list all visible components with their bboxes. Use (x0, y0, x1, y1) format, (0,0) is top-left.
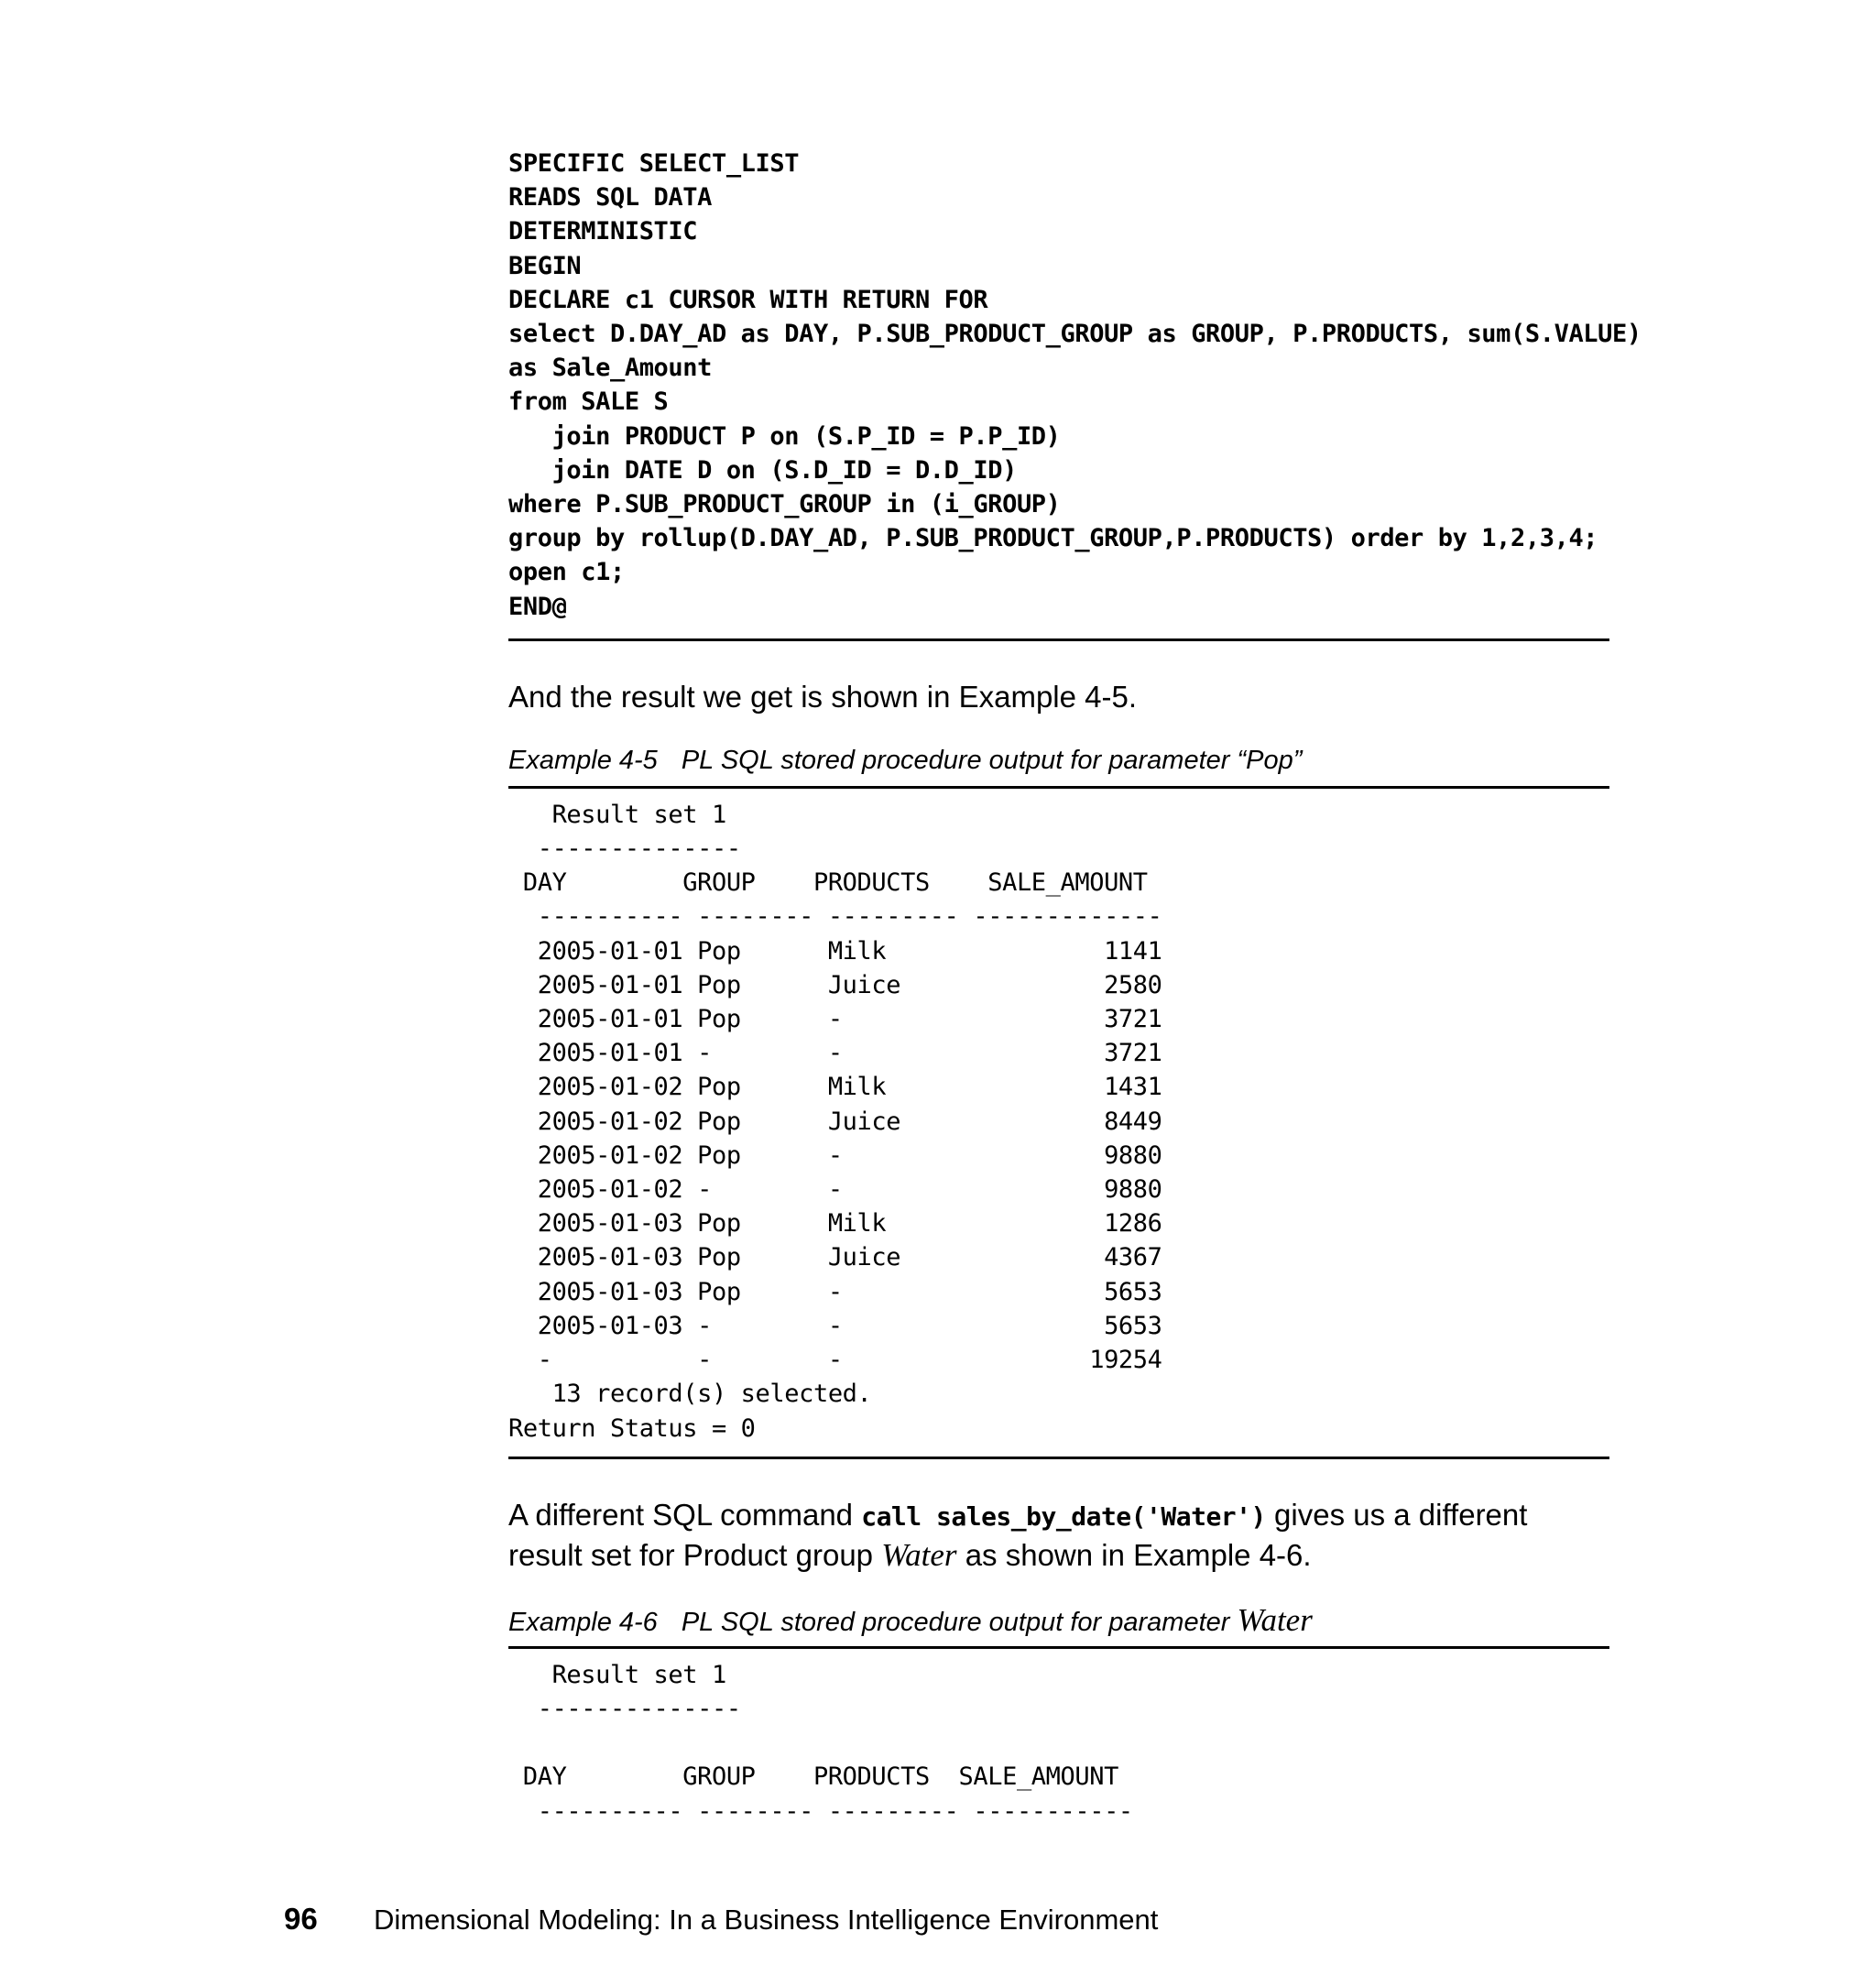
code-line: END@ (508, 592, 567, 621)
example-4-5-caption (508, 744, 1609, 777)
code-line: READS SQL DATA (508, 183, 712, 213)
paragraph-water-text-1: A different SQL command (508, 1497, 862, 1532)
output-line: ---------- -------- --------- ------------- (508, 902, 1162, 932)
code-line: group by rollup(D.DAY_AD, P.SUB_PRODUCT_GROUP,P.PRODUCTS) order by 1,2,3,4; (508, 524, 1598, 553)
output-line: 2005-01-01 Pop Juice 2580 (508, 970, 1162, 999)
output-line: -------------- (508, 1694, 741, 1723)
paragraph-result-intro: And the result we get is shown in Example 4-5. (508, 679, 1138, 714)
output-line: 2005-01-02 Pop - 9880 (508, 1140, 1162, 1170)
example-4-6-title-water: Water (1237, 1601, 1313, 1638)
output-line: 2005-01-02 Pop Milk 1431 (508, 1073, 1162, 1102)
code-line: as Sale_Amount (508, 354, 712, 383)
example-4-5-title: PL SQL stored procedure output for parameter “Pop” (681, 745, 1303, 775)
page-content (508, 147, 1642, 1828)
code-line: join PRODUCT P on (S.P_ID = P.P_ID) (508, 421, 1061, 451)
code-line: where P.SUB_PRODUCT_GROUP in (i_GROUP) (508, 490, 1061, 519)
code-line: DETERMINISTIC (508, 217, 698, 246)
page-footer (284, 1901, 1158, 1938)
output-line (508, 1726, 1609, 1760)
example-4-6-caption (508, 1601, 1609, 1639)
book-title: Dimensional Modeling: In a Business Intelligence Environment (374, 1904, 1159, 1936)
example-4-5-output (508, 798, 1609, 1446)
paragraph-water-text-2: gives us a different result set for Product group (508, 1497, 1528, 1572)
output-line: 2005-01-03 Pop - 5653 (508, 1277, 1162, 1306)
example-4-5-bottom-rule (508, 1457, 1609, 1459)
example-4-6-output (508, 1658, 1609, 1828)
output-line: 2005-01-03 Pop Juice 4367 (508, 1243, 1162, 1272)
output-line: 2005-01-01 Pop Milk 1141 (508, 936, 1162, 966)
example-4-6-title: PL SQL stored procedure output for parameter (681, 1607, 1238, 1637)
code-line: select D.DAY_AD as DAY, P.SUB_PRODUCT_GROUP as GROUP, P.PRODUCTS, sum(S.VALUE) (508, 320, 1642, 349)
output-line: 2005-01-03 - - 5653 (508, 1311, 1162, 1340)
listing-bottom-rule (508, 638, 1609, 641)
sql-code-listing (508, 147, 1642, 624)
code-line: open c1; (508, 558, 625, 587)
output-line: - - - 19254 (508, 1346, 1162, 1375)
code-line: SPECIFIC SELECT_LIST (508, 149, 800, 178)
code-line: DECLARE c1 CURSOR WITH RETURN FOR (508, 285, 988, 314)
output-line: Return Status = 0 (508, 1413, 756, 1443)
output-line: Result set 1 (508, 800, 726, 829)
output-line: 2005-01-01 - - 3721 (508, 1039, 1162, 1068)
output-line: 2005-01-01 Pop - 3721 (508, 1005, 1162, 1034)
code-line: join DATE D on (S.D_ID = D.D_ID) (508, 455, 1017, 485)
output-line: Result set 1 (508, 1660, 726, 1689)
example-4-6-number: Example 4-6 (508, 1607, 658, 1637)
output-line: -------------- (508, 835, 741, 864)
product-group-water: Water (881, 1536, 957, 1573)
output-line: 13 record(s) selected. (508, 1380, 872, 1409)
example-4-6-top-rule (508, 1646, 1609, 1649)
output-line: DAY GROUP PRODUCTS SALE_AMOUNT (508, 1762, 1118, 1792)
example-4-5-number: Example 4-5 (508, 745, 658, 775)
page-number: 96 (284, 1902, 318, 1936)
example-4-5-top-rule (508, 786, 1609, 789)
output-line: 2005-01-02 Pop Juice 8449 (508, 1107, 1162, 1136)
code-line: from SALE S (508, 387, 669, 417)
inline-sql-call: call sales_by_date('Water') (861, 1500, 1266, 1532)
output-line: ---------- -------- --------- ----------- (508, 1796, 1133, 1826)
output-line: 2005-01-02 - - 9880 (508, 1175, 1162, 1205)
output-line: DAY GROUP PRODUCTS SALE_AMOUNT (508, 868, 1148, 898)
paragraph-water-text-3: as shown in Example 4-6. (956, 1537, 1312, 1572)
output-line: 2005-01-03 Pop Milk 1286 (508, 1209, 1162, 1239)
code-line: BEGIN (508, 251, 582, 280)
paragraph-water-intro (508, 1496, 1609, 1575)
